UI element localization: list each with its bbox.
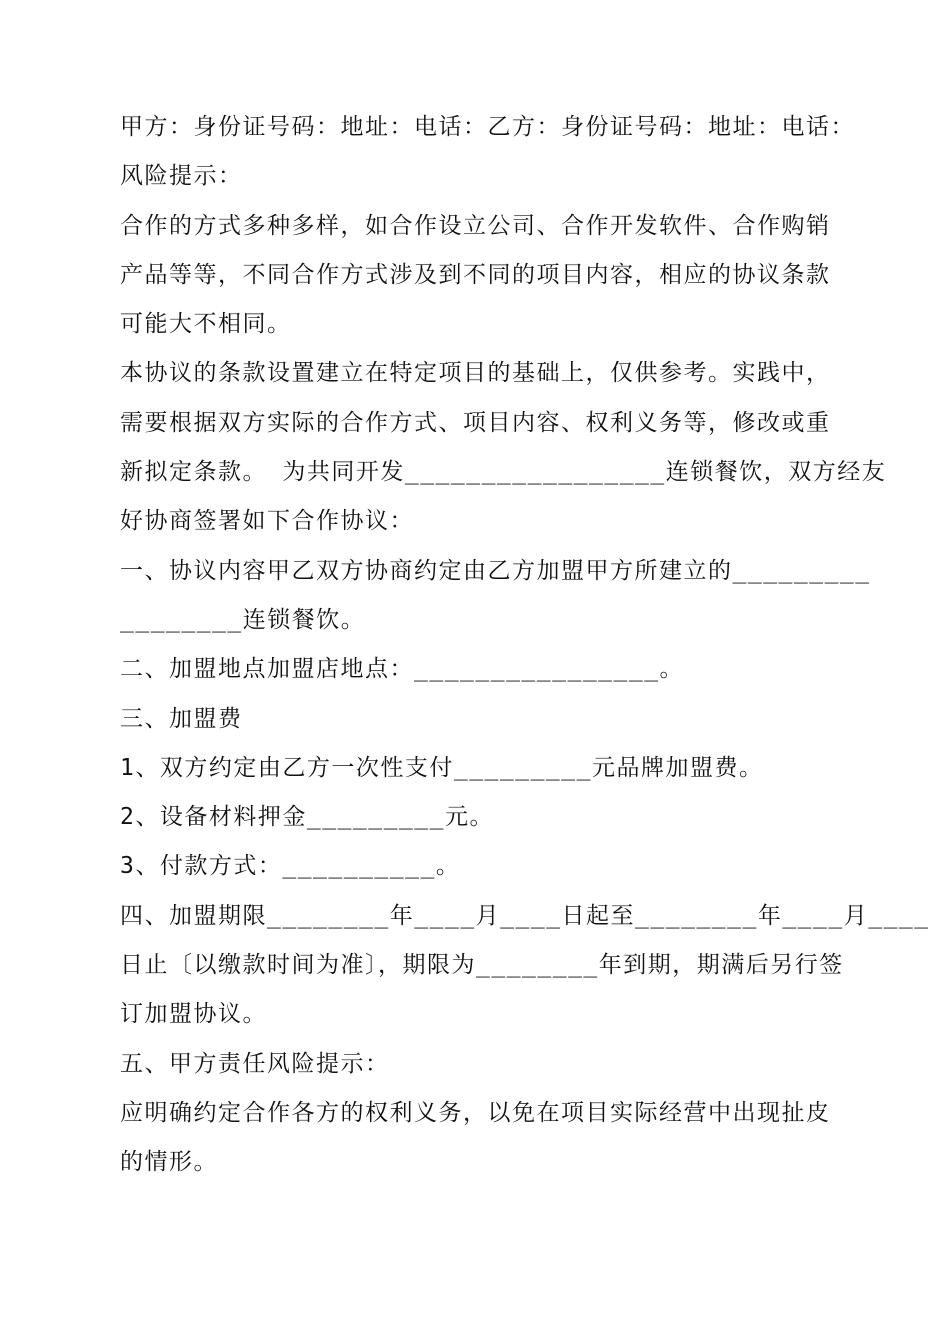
clause-one-line: ________连锁餐饮。 <box>120 606 366 633</box>
paragraph-line: 本协议的条款设置建立在特定项目的基础上，仅供参考。实践中， <box>120 360 831 387</box>
clause-four-line: 日止〔以缴款时间为准〕，期限为________年到期，期满后另行签 <box>120 952 844 979</box>
clause-two-line: 二、加盟地点加盟店地点：________________。 <box>120 656 685 683</box>
paragraph-line: 产品等等，不同合作方式涉及到不同的项目内容，相应的协议条款 <box>120 261 831 288</box>
paragraph-line: 新拟定条款。 为共同开发_________________连锁餐饮，双方经友 <box>120 459 887 486</box>
paragraph-line: 合作的方式多种多样，如合作设立公司、合作开发软件、合作购销 <box>120 212 831 239</box>
risk-tip-heading: 风险提示： <box>120 163 243 190</box>
clause-three-item: 3、付款方式：__________。 <box>120 853 461 880</box>
paragraph-line: 应明确约定合作各方的权利义务，以免在项目实际经营中出现扯皮 <box>120 1099 831 1126</box>
paragraph-line: 需要根据双方实际的合作方式、项目内容、权利义务等，修改或重 <box>120 409 831 436</box>
paragraph-line: 好协商签署如下合作协议： <box>120 508 414 535</box>
clause-one-line: 一、协议内容甲乙双方协商约定由乙方加盟甲方所建立的_________ <box>120 557 871 584</box>
paragraph-line: 可能大不相同。 <box>120 311 292 338</box>
party-info-line: 甲方：身份证号码：地址：电话：乙方：身份证号码：地址：电话： <box>120 114 855 140</box>
document-page <box>120 103 930 1188</box>
paragraph-line: 的情形。 <box>120 1149 218 1176</box>
clause-five-heading: 五、甲方责任风险提示： <box>120 1050 390 1077</box>
clause-four-line: 订加盟协议。 <box>120 1001 267 1028</box>
clause-three-item: 2、设备材料押金_________元。 <box>120 804 494 831</box>
clause-three-item: 1、双方约定由乙方一次性支付_________元品牌加盟费。 <box>120 754 764 781</box>
clause-three-heading: 三、加盟费 <box>120 705 243 732</box>
clause-four-line: 四、加盟期限________年____月____日起至________年____月____ <box>120 902 930 929</box>
